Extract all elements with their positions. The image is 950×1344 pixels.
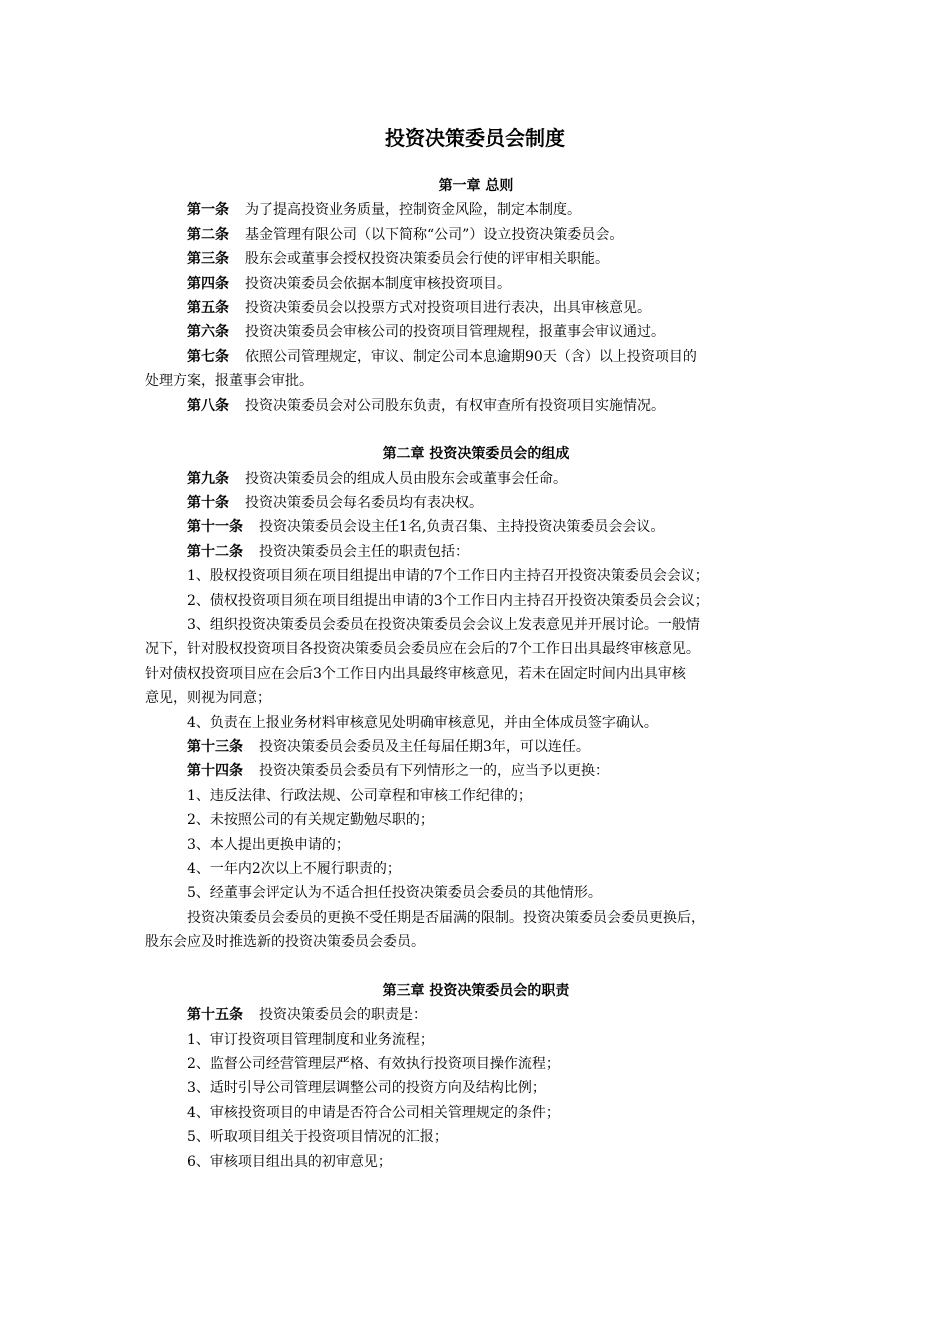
article-label: 第二条 (187, 226, 229, 243)
article-label: 第十五条 (187, 1007, 243, 1024)
list-item: 4、审核投资项目的申请是否符合公司相关管理规定的条件； (187, 1104, 560, 1121)
chapter-3-heading: 第三章 投资决策委员会的职责 (382, 982, 570, 999)
list-item: 3、组织投资决策委员会委员在投资决策委员会会议上发表意见并开展讨论。一般情 (187, 617, 700, 634)
chapter-1-heading: 第一章 总则 (438, 178, 514, 194)
article-8 (145, 394, 807, 418)
article-11 (145, 515, 807, 539)
article-15 (145, 1003, 807, 1027)
list-item: 2、未按照公司的有关规定勤勉尽职的； (187, 812, 434, 829)
article-text: 股东会或董事会授权投资决策委员会行使的评审相关职能。 (245, 251, 609, 268)
document-body (145, 174, 807, 1174)
article-text: 投资决策委员会对公司股东负责，有权审查所有投资项目实施情况。 (245, 397, 665, 414)
article-label: 第七条 (187, 348, 229, 365)
article-text: 投资决策委员会以投票方式对投资项目进行表决，出具审核意见。 (245, 299, 651, 316)
article-label: 第六条 (187, 324, 229, 341)
article-label: 第十条 (187, 495, 229, 512)
article-text: 投资决策委员会委员有下列情形之一的，应当予以更换： (259, 763, 609, 780)
list-item: 2、监督公司经营管理层严格、有效执行投资项目操作流程； (187, 1056, 560, 1073)
article-6 (145, 320, 807, 344)
article-label: 第十四条 (187, 763, 243, 780)
article-text: 依照公司管理规定，审议、制定公司本息逾期90天（含）以上投资项目的 (245, 348, 697, 365)
article-text: 基金管理有限公司（以下简称“公司”）设立投资决策委员会。 (245, 226, 624, 243)
article-text: 投资决策委员会设主任1名,负责召集、主持投资决策委员会会议。 (259, 519, 665, 536)
spacer (145, 418, 807, 442)
article-label: 第五条 (187, 299, 229, 316)
article-text: 投资决策委员会的职责是： (259, 1007, 427, 1024)
document-title: 投资决策委员会制度 (385, 126, 565, 150)
list-item-continuation: 况下，针对股权投资项目各投资决策委员会委员应在会后的7个工作日出具最终审核意见。 (145, 641, 700, 658)
list-item-continuation: 针对债权投资项目应在会后3个工作日内出具最终审核意见，若未在固定时间内出具审核 (145, 665, 686, 682)
list-item-continuation: 意见，则视为同意； (145, 690, 271, 707)
list-item: 2、债权投资项目须在项目组提出申请的3个工作日内主持召开投资决策委员会会议； (187, 592, 709, 609)
article-label: 第三条 (187, 251, 229, 268)
article-12 (145, 540, 807, 564)
list-item: 6、审核项目组出具的初审意见； (187, 1153, 392, 1170)
list-item: 3、本人提出更换申请的； (187, 836, 350, 853)
article-label: 第十一条 (187, 519, 243, 536)
article-text: 投资决策委员会委员及主任每届任期3年，可以连任。 (259, 738, 590, 755)
article-label: 第九条 (187, 470, 229, 487)
article-label: 第十三条 (187, 738, 243, 755)
article-2 (145, 223, 807, 247)
chapter-2-heading: 第二章 投资决策委员会的组成 (382, 446, 570, 463)
list-item: 4、一年内2次以上不履行职责的； (187, 860, 401, 877)
article-label: 第四条 (187, 275, 229, 292)
article-text: 投资决策委员会的组成人员由股东会或董事会任命。 (245, 470, 567, 487)
article-text: 投资决策委员会主任的职责包括： (259, 543, 469, 560)
article-4 (145, 272, 807, 296)
article-5 (145, 296, 807, 320)
article-text: 投资决策委员会审核公司的投资项目管理规程，报董事会审议通过。 (245, 324, 665, 341)
article-label: 第一条 (187, 202, 229, 219)
article-1 (145, 198, 807, 222)
article-7-continuation: 处理方案，报董事会审批。 (145, 373, 313, 390)
spacer (145, 955, 807, 979)
article-10 (145, 491, 807, 515)
list-item: 1、违反法律、行政法规、公司章程和审核工作纪律的； (187, 787, 532, 804)
list-item: 4、负责在上报业务材料审核意见处明确审核意见，并由全体成员签字确认。 (187, 714, 658, 731)
list-item: 1、审订投资项目管理制度和业务流程； (187, 1031, 434, 1048)
list-item: 3、适时引导公司管理层调整公司的投资方向及结构比例； (187, 1080, 546, 1097)
list-item: 5、经董事会评定认为不适合担任投资决策委员会委员的其他情形。 (187, 885, 602, 902)
article-text: 投资决策委员会每名委员均有表决权。 (245, 495, 483, 512)
paragraph-continuation: 股东会应及时推选新的投资决策委员会委员。 (145, 934, 425, 951)
article-14 (145, 759, 807, 783)
article-7 (145, 345, 807, 369)
article-text: 为了提高投资业务质量，控制资金风险，制定本制度。 (245, 202, 581, 219)
paragraph: 投资决策委员会委员的更换不受任期是否届满的限制。投资决策委员会委员更换后， (187, 909, 705, 926)
article-text: 投资决策委员会依据本制度审核投资项目。 (245, 275, 511, 292)
article-13 (145, 735, 807, 759)
article-label: 第十二条 (187, 543, 243, 560)
list-item: 1、股权投资项目须在项目组提出申请的7个工作日内主持召开投资决策委员会会议； (187, 568, 709, 585)
list-item: 5、听取项目组关于投资项目情况的汇报； (187, 1129, 448, 1146)
article-9 (145, 467, 807, 491)
article-3 (145, 247, 807, 271)
article-label: 第八条 (187, 397, 229, 414)
